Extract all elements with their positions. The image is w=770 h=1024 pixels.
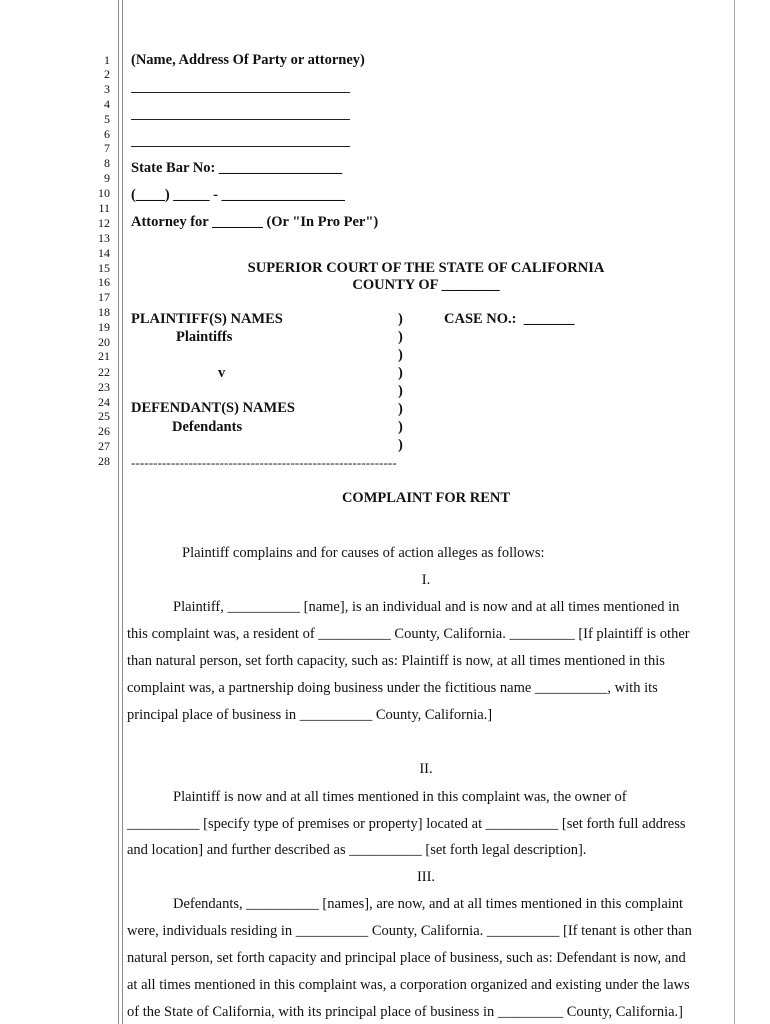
attorney-for: Attorney for _______ (Or "In Pro Per") — [131, 214, 379, 230]
line-number: 17 — [98, 290, 110, 304]
plaintiffs-label: Plaintiffs — [176, 329, 233, 345]
plaintiff-names: PLAINTIFF(S) NAMES — [131, 311, 283, 327]
section-line: than natural person, set forth capacity, such as: Plaintiff is now, at all times mentioned in this — [127, 653, 665, 669]
court-name: SUPERIOR COURT OF THE STATE OF CALIFORNIA — [247, 260, 605, 276]
line-number: 23 — [98, 380, 110, 394]
caption-paren: ) — [398, 311, 403, 327]
caption-paren: ) — [398, 383, 403, 399]
section-line: of the State of California, with its principal place of business in _________ County, California.] — [127, 1004, 683, 1020]
address-blank-line — [131, 92, 350, 93]
section-line: Plaintiff, __________ [name], is an individual and is now and at all times mentioned in — [173, 599, 680, 615]
caption-paren: ) — [398, 437, 403, 453]
section-line: principal place of business in __________ County, California.] — [127, 707, 493, 723]
left-margin-rule-inner — [122, 0, 123, 1024]
section-heading: I. — [421, 572, 431, 588]
section-line: this complaint was, a resident of __________ County, California. _________ [If plaintiff is other — [127, 626, 690, 642]
section-line: __________ [specify type of premises or property] located at __________ [set forth full address — [127, 816, 686, 832]
line-number: 12 — [98, 216, 110, 230]
address-blank-line — [131, 119, 350, 120]
right-margin-rule — [734, 0, 735, 1024]
section-heading: II. — [419, 761, 433, 777]
line-number: 28 — [98, 454, 110, 468]
line-number: 1 — [104, 53, 110, 67]
line-number: 19 — [98, 320, 110, 334]
line-number: 25 — [98, 409, 110, 423]
case-number: CASE NO.: _______ — [444, 311, 575, 327]
caption-paren: ) — [398, 347, 403, 363]
caption-divider: ------------------------------------------------------------ — [131, 455, 397, 470]
state-bar-number: State Bar No: _________________ — [131, 160, 343, 176]
line-number: 15 — [98, 261, 110, 275]
section-line: natural person, set forth capacity and principal place of business, such as: Defendant is now, and — [127, 950, 686, 966]
line-number: 3 — [104, 82, 110, 96]
line-number: 21 — [98, 349, 110, 363]
left-margin-rule — [118, 0, 119, 1024]
court-county: COUNTY OF ________ — [352, 277, 500, 293]
section-line: and location] and further described as __________ [set forth legal description]. — [127, 842, 587, 858]
line-number: 13 — [98, 231, 110, 245]
caption-paren: ) — [398, 329, 403, 345]
line-number: 10 — [98, 186, 110, 200]
caption-paren: ) — [398, 401, 403, 417]
line-number: 5 — [104, 112, 110, 126]
section-heading: III. — [416, 869, 436, 885]
line-number: 7 — [104, 141, 110, 155]
section-line: at all times mentioned in this complaint was, a corporation organized and existing under the laws — [127, 977, 690, 993]
party-address-label: (Name, Address Of Party or attorney) — [131, 52, 365, 68]
line-number: 11 — [98, 201, 110, 215]
caption-paren: ) — [398, 365, 403, 381]
line-number: 16 — [98, 275, 110, 289]
section-line: Defendants, __________ [names], are now, and at all times mentioned in this complaint — [173, 896, 684, 912]
line-number: 18 — [98, 305, 110, 319]
versus-label: v — [218, 365, 226, 381]
caption-paren: ) — [398, 419, 403, 435]
line-number: 6 — [104, 127, 110, 141]
line-number: 4 — [104, 97, 110, 111]
section-line: complaint was, a partnership doing business under the fictitious name __________, with its — [127, 680, 658, 696]
line-number: 8 — [104, 156, 110, 170]
address-blank-line — [131, 146, 350, 147]
line-number: 2 — [104, 67, 110, 81]
line-number: 14 — [98, 246, 110, 260]
section-line: were, individuals residing in __________ County, California. __________ [If tenant is other than — [127, 923, 692, 939]
line-number: 22 — [98, 365, 110, 379]
defendant-names: DEFENDANT(S) NAMES — [131, 400, 295, 416]
line-number: 27 — [98, 439, 110, 453]
intro-paragraph: Plaintiff complains and for causes of action alleges as follows: — [182, 545, 545, 561]
line-number: 26 — [98, 424, 110, 438]
line-number: 20 — [98, 335, 110, 349]
line-number: 24 — [98, 395, 110, 409]
section-line: Plaintiff is now and at all times mentioned in this complaint was, the owner of — [173, 789, 627, 805]
defendants-label: Defendants — [172, 419, 243, 435]
line-number: 9 — [104, 171, 110, 185]
document-title: COMPLAINT FOR RENT — [341, 490, 511, 506]
phone-number: (____) _____ - _________________ — [131, 187, 345, 203]
